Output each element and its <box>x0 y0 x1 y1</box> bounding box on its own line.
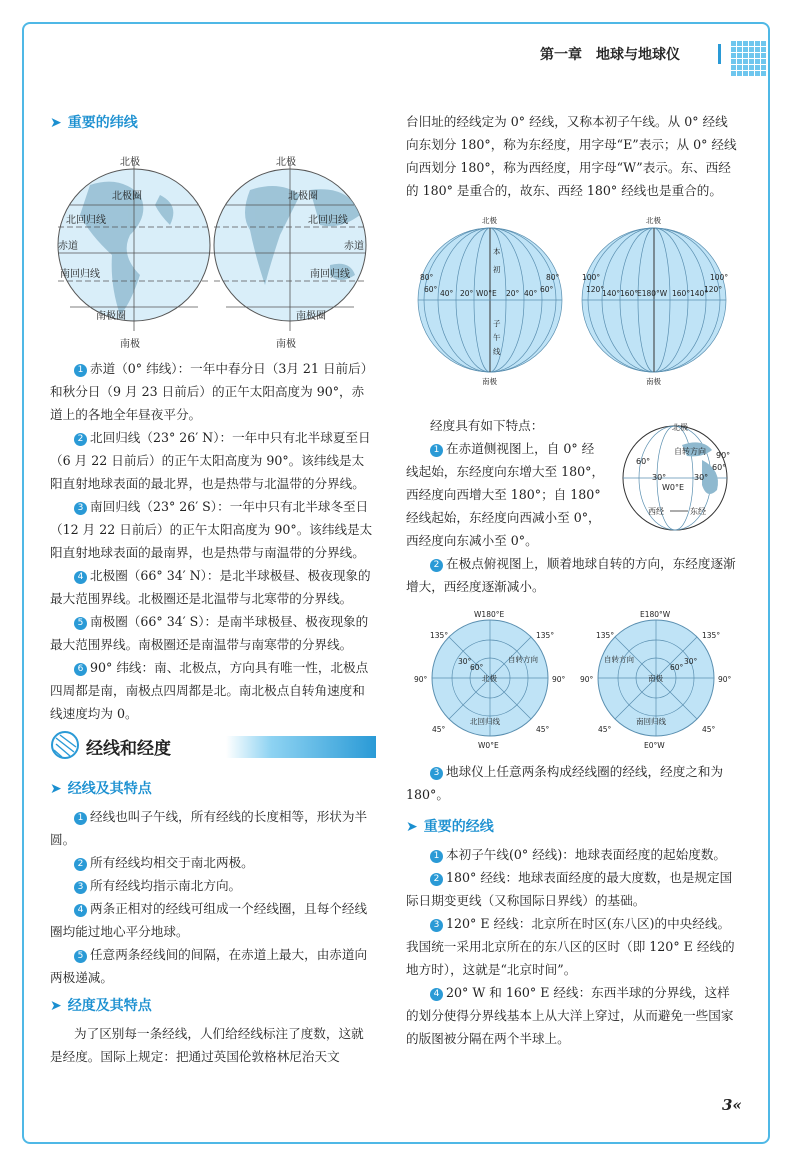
longitude-tick-label: 160° <box>620 289 639 298</box>
globe-icon <box>50 730 80 760</box>
longitude-tick-label: 60° <box>636 457 651 466</box>
paragraph: 3 120° E 经线：北京所在时区(东八区)的中央经线。我国统一采用北京所在的东八区的区时（即 120° E 经线的地方时），这就是“北京时间”。 <box>406 916 735 977</box>
header-grid-decoration <box>730 40 766 76</box>
label-south-pole: 南极 <box>120 339 140 350</box>
left-column-lower <box>50 778 376 1068</box>
longitude-tick-label: W0°E <box>476 289 497 298</box>
paragraph: 3 地球仪上任意两条构成经线圈的经线，经度之和为 180°。 <box>406 764 724 802</box>
chapter-header: 第一章 地球与地球仪 <box>540 47 680 63</box>
number-badge: 6 <box>74 663 87 676</box>
longitude-tick-label: 140° <box>690 289 709 298</box>
paragraph: 经度具有如下特点： <box>430 418 544 433</box>
longitude-tick-label: E180°W <box>637 289 668 298</box>
label-east-longitude: 东经 <box>690 507 706 516</box>
label-west-longitude: 西经 <box>648 507 664 516</box>
longitude-tick-label: 100° <box>582 273 601 282</box>
polar-arc-label: 自转方向 <box>604 655 634 664</box>
polar-arc-label: 南回归线 <box>636 717 666 726</box>
polar-tick-label: 135° <box>596 631 615 640</box>
paragraph: 为了区别每一条经线，人们给经线标注了度数，这就是经度。国际上规定：把通过英国伦敦格林尼治天文 <box>50 1026 364 1064</box>
number-badge: 2 <box>430 559 443 572</box>
polar-arc-label: 自转方向 <box>508 655 538 664</box>
right-column-feature <box>406 414 606 552</box>
paragraph: 3 南回归线（23° 26′ S）：一年中只有北半球冬至日（12 月 22 日前后）的正午太阳高度为 90°。该纬线是太阳直射地球表面的最南界，也是热带与南温带的分界线。 <box>50 499 373 560</box>
longitude-tick-label: 100° <box>710 273 729 282</box>
longitude-tick-label: 90° <box>716 451 731 460</box>
paragraph: 1 经线也叫子午线，所有经线的长度相等，形状为半圆。 <box>50 809 368 847</box>
prime-meridian-label: 子 <box>493 319 501 328</box>
prime-meridian-label: 初 <box>493 265 501 274</box>
polar-tick-label: 45° <box>598 725 612 734</box>
arrow-icon: ➤ <box>50 781 62 797</box>
polar-ring-label: 30° <box>458 657 472 666</box>
label-tropic-capricorn: 南回归线 <box>310 269 350 280</box>
section-heading: ➤ 重要的纬线 <box>50 115 138 131</box>
polar-bottom-label: W0°E <box>478 741 499 750</box>
label-arctic-circle: 北极圈 <box>112 191 142 202</box>
label-south-pole: 南极 <box>482 377 497 386</box>
paragraph: 4 北极圈（66° 34′ N）：是北半球极昼、极夜现象的最大范围界线。北极圈还是北温带与北寒带的分界线。 <box>50 568 371 606</box>
number-badge: 3 <box>74 881 87 894</box>
number-badge: 2 <box>74 433 87 446</box>
left-column <box>50 112 376 725</box>
polar-bottom-label: E0°W <box>644 741 665 750</box>
paragraph: 1 本初子午线(0° 经线)：地球表面经度的起始度数。 <box>406 843 738 866</box>
longitude-tick-label: 30° <box>652 473 667 482</box>
number-badge: 4 <box>430 988 443 1001</box>
meridian-globes <box>406 210 738 388</box>
latitude-globes <box>50 135 376 353</box>
section-heading: ➤ 经线及其特点 <box>50 781 152 797</box>
number-badge: 5 <box>74 950 87 963</box>
longitude-tick-label: 60° <box>712 463 727 472</box>
label-tropic-cancer: 北回归线 <box>308 215 348 226</box>
label-south-pole: 南极 <box>646 377 661 386</box>
number-badge: 3 <box>430 767 443 780</box>
polar-top-label: W180°E <box>474 610 505 619</box>
paragraph: 2 北回归线（23° 26′ N）：一年中只有北半球夏至日（6 月 22 日前后）的正午太阳高度为 90°。该纬线是太阳直射地球表面的最北界，也是热带与北温带的分界线。 <box>50 430 371 491</box>
label-equator: 赤道 <box>58 241 78 252</box>
longitude-tick-label: 80° <box>420 273 434 282</box>
prime-meridian-label: 线 <box>493 347 501 356</box>
polar-center-label: 北极 <box>482 674 497 683</box>
polar-tick-label: 135° <box>430 631 449 640</box>
longitude-tick-label: 120° <box>704 285 723 294</box>
paragraph: 台旧址的经线定为 0° 经线，又称本初子午线。从 0° 经线向东划分 180°，称为东经度，用字母“E”表示；从 0° 经线向西划分 180°，称为西经度，用字母“W”表示。东、西经的 180° 是重合的，故东、西经 180° 经线也是重合的。 <box>406 114 737 198</box>
number-badge: 5 <box>74 617 87 630</box>
right-column-feature2 <box>406 552 738 598</box>
paragraph: 6 90° 纬线：南、北极点，方向具有唯一性，北极点四周都是南，南极点四周都是北。南北极点自转角速度和线速度均为 0。 <box>50 660 369 721</box>
number-badge: 3 <box>74 502 87 515</box>
polar-tick-label: 90° <box>718 675 732 684</box>
paragraph: 2 在极点俯视图上，顺着地球自转的方向，东经度逐渐增大，西经度逐渐减小。 <box>406 556 736 594</box>
banner-bar <box>226 736 376 758</box>
label-antarctic-circle: 南极圈 <box>296 311 326 322</box>
polar-views <box>408 608 738 758</box>
paragraph: 3 所有经线均指示南北方向。 <box>50 874 376 897</box>
right-column-lower <box>406 760 738 1050</box>
label-tropic-cancer: 北回归线 <box>66 215 106 226</box>
longitude-tick-label: 30° <box>694 473 709 482</box>
number-badge: 1 <box>74 364 87 377</box>
arrow-icon: ➤ <box>406 819 418 835</box>
polar-center-label: 南极 <box>648 674 663 683</box>
side-view-globe <box>612 420 738 532</box>
paragraph: 5 南极圈（66° 34′ S）：是南半球极昼、极夜现象的最大范围界线。南极圈还是南温带与南寒带的分界线。 <box>50 614 369 652</box>
polar-tick-label: 45° <box>432 725 446 734</box>
paragraph: 2 180° 经线：地球表面经度的最大度数，也是规定国际日期变更线（又称国际日界线）的基础。 <box>406 870 733 908</box>
paragraph: 5 任意两条经线间的间隔，在赤道上最大，由赤道向两极递减。 <box>50 947 368 985</box>
longitude-tick-label: 60° <box>424 285 438 294</box>
number-badge: 4 <box>74 904 87 917</box>
polar-tick-label: 45° <box>536 725 550 734</box>
page-number: 3« <box>722 1096 742 1114</box>
longitude-tick-label: 80° <box>546 273 560 282</box>
label-north-pole: 北极 <box>672 423 688 432</box>
label-north-pole: 北极 <box>276 157 296 168</box>
label-south-pole: 南极 <box>276 339 296 350</box>
longitude-tick-label: 60° <box>540 285 554 294</box>
longitude-tick-label: 120° <box>586 285 605 294</box>
label-tropic-capricorn: 南回归线 <box>60 269 100 280</box>
label-north-pole: 北极 <box>120 157 140 168</box>
arrow-icon: ➤ <box>50 998 62 1014</box>
longitude-tick-label: 20° <box>506 289 520 298</box>
label-equator: 赤道 <box>344 241 364 252</box>
label-north-pole: 北极 <box>482 216 497 225</box>
section-banner <box>50 732 376 760</box>
header-divider <box>718 44 721 64</box>
number-badge: 4 <box>74 571 87 584</box>
longitude-tick-label: 160° <box>672 289 691 298</box>
label-w0e: W0°E <box>662 483 685 492</box>
label-arctic-circle: 北极圈 <box>288 191 318 202</box>
prime-meridian-label: 本 <box>493 247 501 256</box>
paragraph: 2 所有经线均相交于南北两极。 <box>50 851 376 874</box>
polar-tick-label: 135° <box>702 631 721 640</box>
polar-tick-label: 45° <box>702 725 716 734</box>
number-badge: 1 <box>430 444 443 457</box>
longitude-tick-label: 20° <box>460 289 474 298</box>
longitude-tick-label: 40° <box>524 289 538 298</box>
arrow-icon: ➤ <box>50 115 62 131</box>
polar-top-label: E180°W <box>640 610 671 619</box>
number-badge: 1 <box>430 850 443 863</box>
paragraph: 1 在赤道侧视图上，自 0° 经线起始，东经度向东增大至 180°，西经度向西增大至 180°；自 180° 经线起始，东经度向西减小至 0°，西经度向东减小至 0°。 <box>406 441 605 548</box>
polar-ring-label: 60° <box>670 663 684 672</box>
label-antarctic-circle: 南极圈 <box>96 311 126 322</box>
number-badge: 2 <box>430 873 443 886</box>
paragraph: 4 两条正相对的经线可组成一个经线圈，且每个经线圈均能过地心平分地球。 <box>50 901 368 939</box>
number-badge: 1 <box>74 812 87 825</box>
polar-tick-label: 90° <box>414 675 428 684</box>
paragraph: 1 赤道（0° 纬线）：一年中春分日（3月 21 日前后）和秋分日（9 月 23 日前后）的正午太阳高度为 90°，赤道上的各地全年昼夜平分。 <box>50 361 374 422</box>
section-heading: ➤ 重要的经线 <box>406 819 494 835</box>
banner-title: 经线和经度 <box>86 739 171 759</box>
label-north-pole: 北极 <box>646 216 661 225</box>
polar-tick-label: 90° <box>580 675 594 684</box>
polar-ring-label: 60° <box>470 663 484 672</box>
polar-tick-label: 90° <box>552 675 566 684</box>
number-badge: 3 <box>430 919 443 932</box>
section-heading: ➤ 经度及其特点 <box>50 998 152 1014</box>
polar-ring-label: 30° <box>684 657 698 666</box>
polar-arc-label: 北回归线 <box>470 717 500 726</box>
polar-tick-label: 135° <box>536 631 555 640</box>
right-column <box>406 110 738 388</box>
longitude-tick-label: 40° <box>440 289 454 298</box>
number-badge: 2 <box>74 858 87 871</box>
paragraph: 4 20° W 和 160° E 经线：东西半球的分界线，这样的划分使得分界线基本上从大洋上穿过，从而避免一些国家的版图被分隔在两个半球上。 <box>406 985 734 1046</box>
prime-meridian-label: 午 <box>493 333 501 342</box>
label-rotation: 自转方向 <box>674 447 706 456</box>
longitude-tick-label: 140° <box>602 289 621 298</box>
